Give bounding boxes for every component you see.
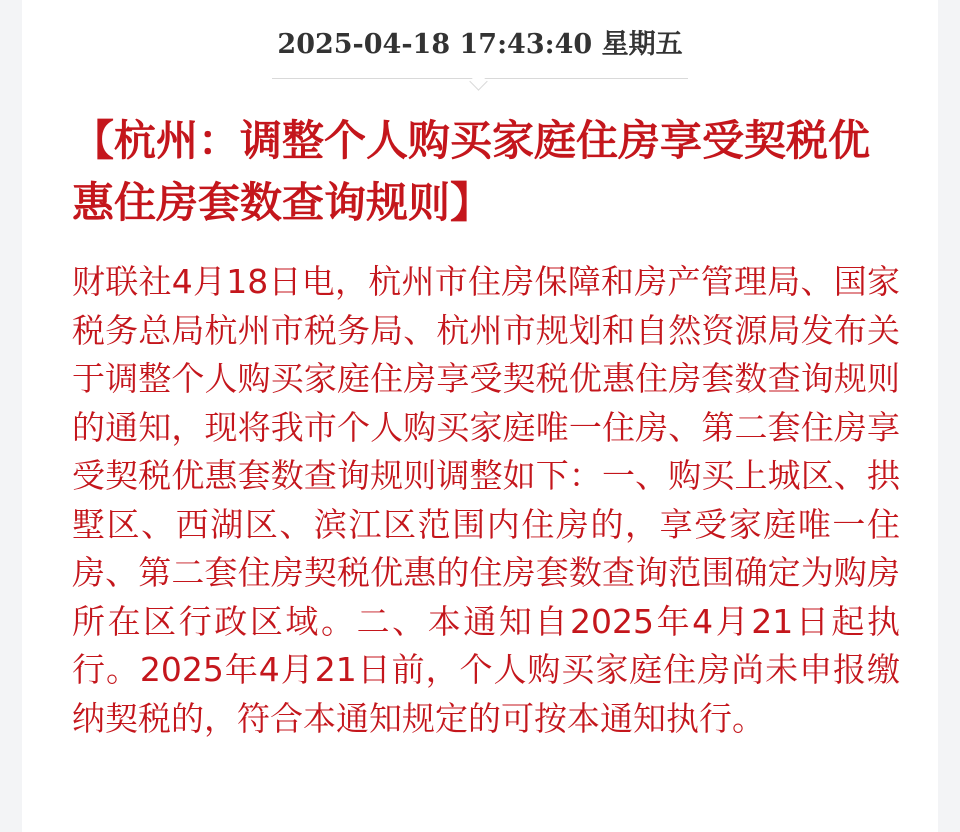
publish-timestamp: 2025-04-18 17:43:40 星期五 — [277, 29, 683, 60]
news-card — [22, 0, 938, 832]
news-body: 财联社4月18日电，杭州市住房保障和房产管理局、国家税务总局杭州市税务局、杭州市规划和自然资源局发布关于调整个人购买家庭住房享受契税优惠住房套数查询规则的通知，现将我市个人购买家庭唯一住房、第二套住房享受契税优惠套数查询规则调整如下：一、购买上城区、拱墅区、西湖区、滨江区范围内住房的，享受家庭唯一住房、第二套住房契税优惠的住房套数查询范围确定为购房所在区行政区域。二、本通知自2025年4月21日起执行。2025年4月21日前，个人购买家庭住房尚未申报缴纳契税的，符合本通知规定的可按本通知执行。 — [72, 262, 900, 738]
news-headline: 【杭州：调整个人购买家庭住房享受契税优惠住房套数查询规则】 — [72, 116, 871, 227]
divider-notch — [469, 72, 487, 90]
